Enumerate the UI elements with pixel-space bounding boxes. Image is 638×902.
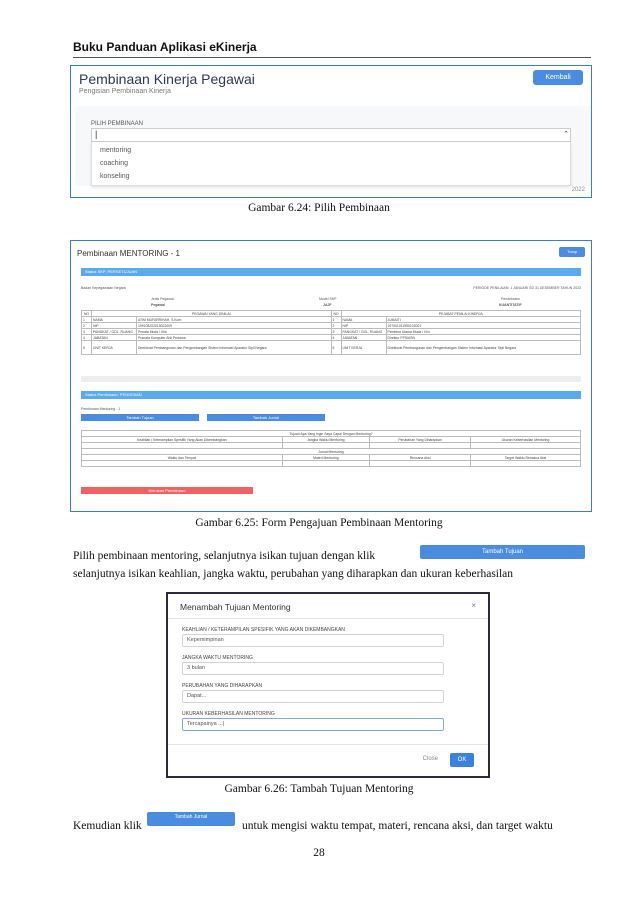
pegawai-table bbox=[81, 310, 581, 355]
meta-header-3: Pendekatan bbox=[501, 297, 520, 301]
jurnal-header: Target Waktu Rencana Aksi bbox=[470, 455, 580, 461]
option-coaching[interactable]: coaching bbox=[100, 160, 129, 167]
figure-caption: Gambar 6.25: Form Pengajuan Pembinaan Mentoring bbox=[195, 517, 443, 529]
cell: Pranata Komputer Ahli Pertama bbox=[137, 335, 332, 341]
field-label: KEAHLIAN / KETERAMPILAN SPESIFIK YANG AKAN DIKEMBANGKAN bbox=[182, 627, 345, 633]
paragraph-line: Pilih pembinaan mentoring, selanjutnya isikan tujuan dengan klik bbox=[73, 550, 376, 562]
cell: Penata Muda / III/a bbox=[137, 329, 332, 335]
document-header: Buku Panduan Aplikasi eKinerja bbox=[73, 40, 257, 54]
horizontal-scrollbar[interactable] bbox=[81, 376, 581, 382]
cell: UNIT KERJA bbox=[92, 341, 137, 355]
figure-caption: Gambar 6.24: Pilih Pembinaan bbox=[248, 202, 390, 214]
cell: Direktorat Pembangunan dan Pengembangan Sistem Informasi Aparatur Sipil Negara bbox=[386, 341, 581, 355]
ok-button[interactable]: OK bbox=[450, 753, 474, 767]
option-mentoring[interactable]: mentoring bbox=[100, 147, 132, 154]
cell: ATIM MUFARRIHAH, S.Kom bbox=[137, 317, 332, 323]
page-number: 28 bbox=[313, 847, 325, 859]
tambah-tujuan-inline-button: Tambah Tujuan bbox=[420, 545, 585, 559]
jurnal-title: Jurnal Mentoring bbox=[82, 449, 581, 455]
cell: PANGKAT / GOL. RUANG bbox=[341, 329, 386, 335]
keahlian-input[interactable]: Kepemimpinan bbox=[182, 634, 444, 647]
cell: Pembina Utama Muda / IV/c bbox=[386, 329, 581, 335]
status-pembinaan-bar: Status Pembinaan: PENGISIAN bbox=[81, 391, 581, 399]
cell: JUMAITI bbox=[386, 317, 581, 323]
modal-divider bbox=[168, 744, 488, 745]
cell: 4 bbox=[82, 335, 92, 341]
tambah-tujuan-button[interactable]: Tambah Tujuan bbox=[81, 414, 199, 421]
col-no: NO bbox=[331, 311, 341, 317]
col-pegawai: PEGAWAI YANG DINILAI bbox=[92, 311, 332, 317]
question-cell: Tujuan Apa Yang Ingin Saya Capai Dengan Mentoring? bbox=[82, 431, 581, 437]
paragraph-line: selanjutnya isikan keahlian, jangka waktu, perubahan yang diharapkan dan ukuran keberhasilan bbox=[73, 568, 514, 580]
status-skp-bar: Status SKP: PERSETUJUAN bbox=[81, 268, 581, 276]
cell: Direktorat Pembangunan dan Pengembangan Sistem Informasi Aparatur Sipil Negara bbox=[137, 341, 332, 355]
meta-header-1: Jenis Pegawai bbox=[151, 297, 174, 301]
cell: NAMA bbox=[341, 317, 386, 323]
paragraph-suffix: untuk mengisi waktu tempat, materi, rencana aksi, dan target waktu bbox=[242, 820, 553, 832]
tambah-jurnal-inline-button: Tambah Jurnal bbox=[147, 812, 235, 826]
cell: PANGKAT / GOL. RUANG bbox=[92, 329, 137, 335]
back-button[interactable]: Kembali bbox=[533, 70, 583, 85]
kirimkan-pembinaan-button[interactable]: Kirimkan Pembinaan bbox=[81, 487, 253, 494]
period-text: PERIODE PENILAIAN: 1 JANUARI SD 31 DESEMBER TAHUN 2023 bbox=[473, 286, 581, 290]
tambah-jurnal-button[interactable]: Tambah Jurnal bbox=[207, 414, 325, 421]
meta-value-1: Pegawai bbox=[151, 303, 166, 307]
pembinaan-select[interactable] bbox=[91, 128, 571, 142]
cell: 1 bbox=[82, 317, 92, 323]
page-subtitle: Pengisian Pembinaan Kinerja bbox=[79, 88, 171, 95]
goal-header: Perubahan Yang Diharapkan bbox=[370, 437, 471, 443]
ukuran-keberhasilan-input[interactable]: Tercapainya ...| bbox=[182, 718, 444, 731]
goal-header: Keahlian / Keterampilan Spesifik Yang Akan Dikembangkan bbox=[82, 437, 283, 443]
modal-divider bbox=[168, 618, 488, 619]
paragraph-prefix: Kemudian klik bbox=[73, 820, 142, 832]
cell: Direktur PPSIASN bbox=[386, 335, 581, 341]
meta-header-2: Model SKP bbox=[319, 297, 337, 301]
cell: 3 bbox=[331, 329, 341, 335]
figure-caption: Gambar 6.26: Tambah Tujuan Mentoring bbox=[224, 783, 414, 795]
text-cursor: | bbox=[95, 129, 98, 139]
field-label: PERUBAHAN YANG DIHARAPKAN bbox=[182, 683, 263, 689]
figure-form-mentoring bbox=[70, 240, 592, 512]
jurnal-header: Waktu dan Tempat bbox=[82, 455, 283, 461]
close-icon[interactable]: × bbox=[471, 601, 476, 610]
cell: 5 bbox=[82, 341, 92, 355]
section-label: Pembinaan Mentoring - 1 bbox=[81, 407, 121, 411]
cell: 1 bbox=[331, 317, 341, 323]
cell: 2 bbox=[82, 323, 92, 329]
close-button[interactable]: Close bbox=[422, 756, 438, 762]
jurnal-header: Rencana Aksi bbox=[370, 455, 471, 461]
dropdown-list bbox=[91, 142, 571, 186]
col-no: NO bbox=[82, 311, 92, 317]
cell: UNIT KERJA bbox=[341, 341, 386, 355]
cell: 3 bbox=[82, 329, 92, 335]
cell: 199108202019022009 bbox=[137, 323, 332, 329]
field-label: PILIH PEMBINAAN bbox=[91, 121, 144, 127]
agency-name: Badan Kepegawaian Negara bbox=[81, 286, 126, 290]
chevron-up-icon: ⌃ bbox=[563, 131, 569, 138]
tujuan-table bbox=[81, 430, 581, 467]
jurnal-header: Materi Mentoring bbox=[282, 455, 370, 461]
cell: NAMA bbox=[92, 317, 137, 323]
table-row bbox=[82, 341, 581, 355]
goal-header: Jangka Waktu Mentoring bbox=[282, 437, 370, 443]
col-pejabat: PEJABAT PENILAI KINERJA bbox=[341, 311, 581, 317]
cell: 5 bbox=[331, 341, 341, 355]
modal-tambah-tujuan bbox=[166, 592, 490, 778]
perubahan-input[interactable]: Dapat... bbox=[182, 690, 444, 703]
meta-value-3: KUANTITATIF bbox=[499, 303, 522, 307]
cell: NIP bbox=[341, 323, 386, 329]
page-title: Pembinaan Kinerja Pegawai bbox=[79, 71, 255, 87]
field-label: UKURAN KEBERHASILAN MENTORING bbox=[182, 711, 275, 717]
figure-pilih-pembinaan bbox=[70, 65, 592, 198]
goal-header: Ukuran Keberhasilan Mentoring bbox=[470, 437, 580, 443]
field-label: JANGKA WAKTU MENTORING bbox=[182, 655, 253, 661]
option-konseling[interactable]: konseling bbox=[100, 173, 130, 180]
header-divider bbox=[73, 57, 591, 58]
form-title: Pembinaan MENTORING - 1 bbox=[77, 249, 180, 258]
cell: 2 bbox=[331, 323, 341, 329]
cell: JABATAN bbox=[92, 335, 137, 341]
meta-value-2: JAJF bbox=[323, 303, 332, 307]
cell: JABATAN bbox=[341, 335, 386, 341]
footer-year: 2022 bbox=[571, 187, 585, 193]
cell: 197001011990102001 bbox=[386, 323, 581, 329]
close-form-button[interactable]: Tutup bbox=[559, 247, 585, 257]
modal-title: Menambah Tujuan Mentoring bbox=[180, 602, 291, 612]
jangka-waktu-input[interactable]: 3 bulan bbox=[182, 662, 444, 675]
cell: NIP bbox=[92, 323, 137, 329]
cell: 4 bbox=[331, 335, 341, 341]
